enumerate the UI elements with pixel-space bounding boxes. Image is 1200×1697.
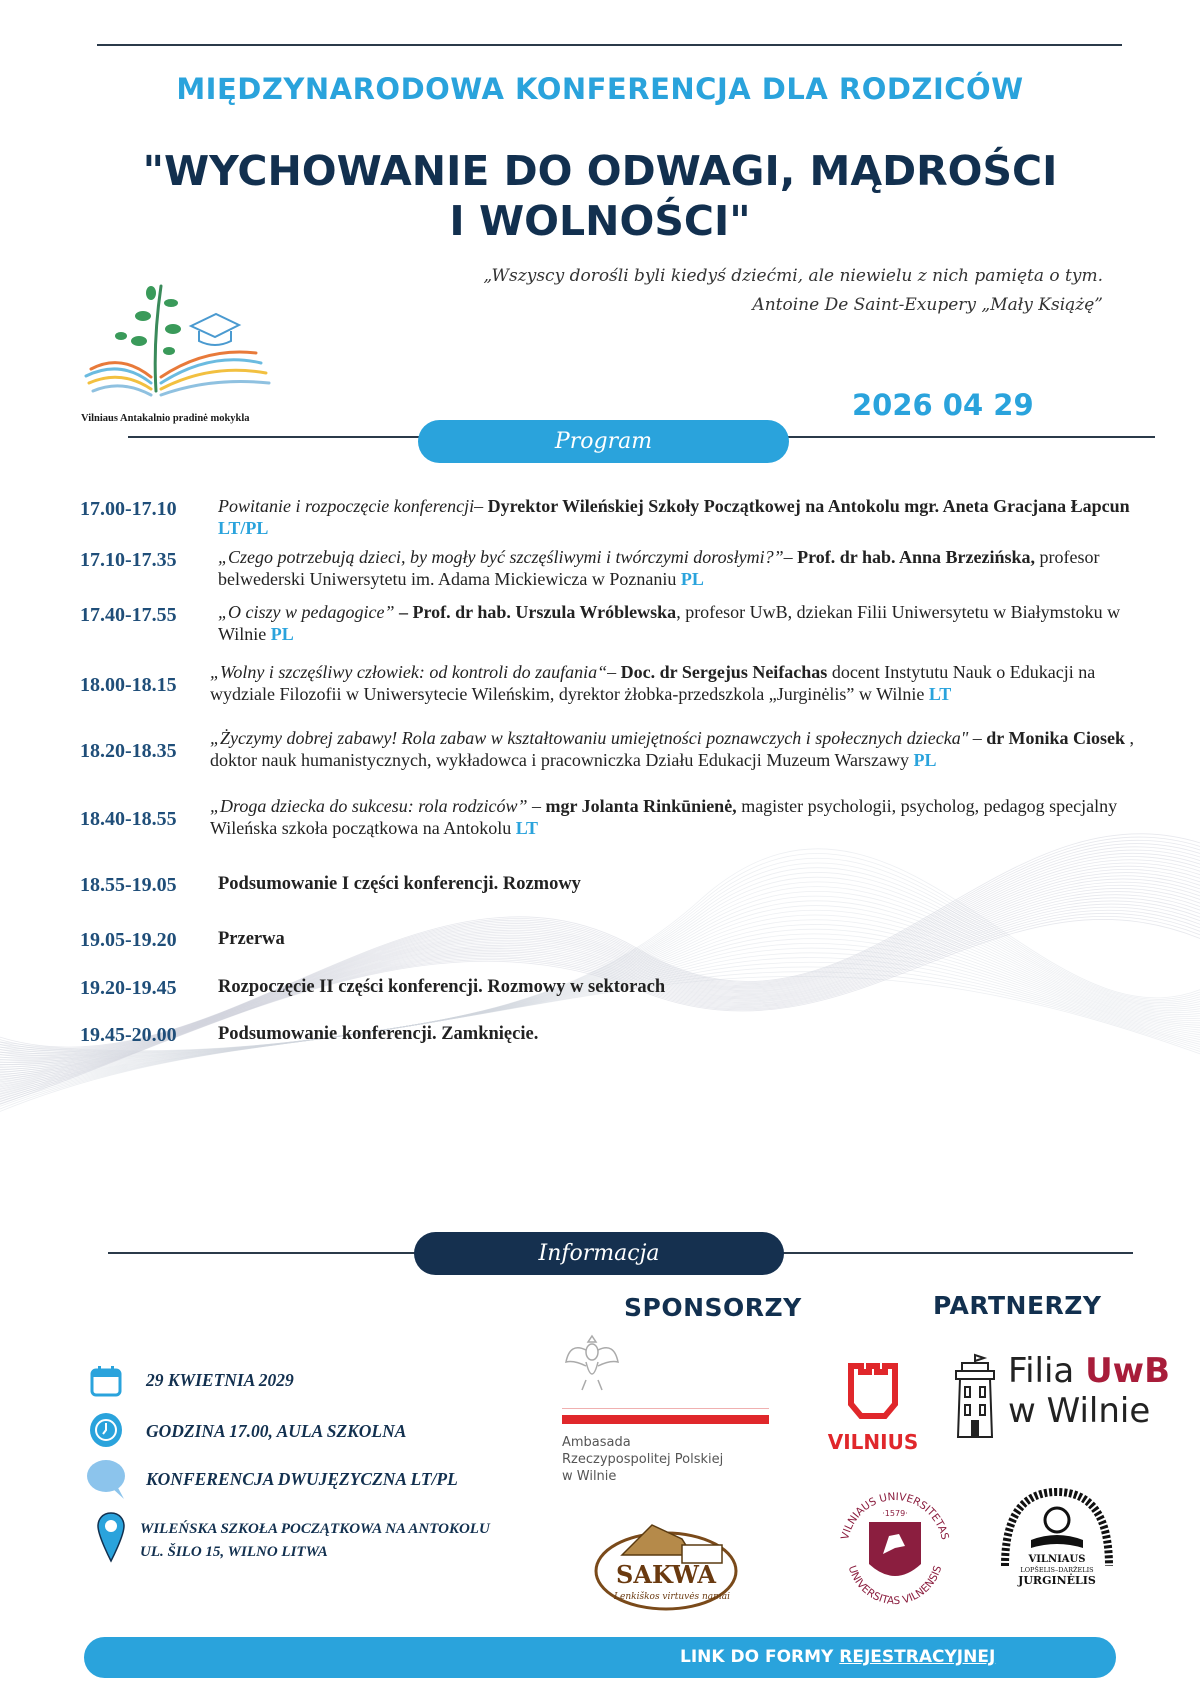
event-date: 2026 04 29	[852, 388, 1034, 422]
description-segment: Powitanie i rozpoczęcie konferencji–	[218, 496, 488, 516]
link-text[interactable]: REJESTRACYJNEJ	[839, 1647, 996, 1667]
filia-line-2: w Wilnie	[1008, 1391, 1151, 1431]
link-prefix: LINK DO FORMY	[680, 1647, 840, 1667]
program-description	[210, 796, 1160, 839]
program-description: Podsumowanie konferencji. Zamknięcie.	[218, 1024, 539, 1044]
partners-heading: PARTNERZY	[933, 1291, 1102, 1320]
program-time: 18.40-18.55	[80, 808, 177, 830]
description-segment: „O ciszy w pedagogice”	[218, 602, 395, 622]
sakwa-logo	[592, 1519, 740, 1611]
jurginelis-emblem	[995, 1486, 1119, 1596]
description-segment: „Czego potrzebują dzieci, by mogły być szczęśliwymi i twórczymi dorosłymi?”–	[218, 547, 798, 567]
sakwa-subtext: Lenkiškos virtuvės namai	[614, 1592, 730, 1602]
tower-icon	[946, 1353, 1004, 1439]
description-segment: Doc. dr Sergejus Neifachas	[620, 662, 828, 682]
embassy-line: Rzeczypospolitej Polskiej	[562, 1452, 724, 1467]
vu-bottom-text: UNIVERSITAS VILNENSIS	[845, 1564, 945, 1608]
program-description: Rozpoczęcie II części konferencji. Rozmowy w sektorach	[218, 977, 666, 997]
info-address-line2: UL. ŠILO 15, WILNO LITWA	[140, 1544, 328, 1560]
polish-eagle-icon	[562, 1332, 622, 1394]
program-description: Podsumowanie I części konferencji. Rozmowy	[218, 874, 581, 894]
vilnius-logo	[813, 1360, 933, 1456]
language-tag: LT	[515, 817, 539, 838]
filia-text: Filia	[1008, 1351, 1086, 1391]
language-tag: PL	[680, 568, 704, 589]
vilnius-logo-text: VILNIUS	[827, 1430, 919, 1454]
program-time: 17.00-17.10	[80, 498, 177, 520]
program-time: 19.45-20.00	[80, 1024, 177, 1046]
registration-link[interactable]	[680, 1647, 995, 1667]
description-segment: Dyrektor Wileńskiej Szkoły Początkowej na Antokolu mgr. Aneta Gracjana Łapcun	[487, 496, 1130, 516]
program-description	[218, 602, 1160, 645]
vilnius-university-logo	[833, 1484, 957, 1612]
info-date: 29 KWIETNIA 2029	[146, 1370, 294, 1390]
uwb-text: UwB	[1085, 1351, 1171, 1391]
program-item	[80, 927, 1160, 952]
program-description	[210, 662, 1160, 705]
vilnius-tower-icon	[843, 1360, 903, 1422]
school-logo	[81, 281, 281, 423]
embassy-line: w Wilnie	[562, 1469, 617, 1484]
tree-book-icon	[81, 281, 281, 409]
flag-stripe	[562, 1415, 769, 1424]
program-item	[80, 1022, 1160, 1047]
description-segment: magister psychologii, psycholog, pedagog specjalny Wileńska szkoła początkowa na Antokolu	[210, 796, 1118, 838]
description-segment: „Wolny i szczęśliwy człowiek: od kontroli do zaufania“–	[210, 662, 621, 682]
calendar-icon	[89, 1364, 123, 1398]
program-header: Program	[418, 420, 789, 463]
program-item	[80, 975, 1160, 1000]
sakwa-text: SAKWA	[616, 1560, 716, 1589]
description-segment: dr Monika Ciosek	[986, 728, 1125, 748]
jurginelis-logo	[995, 1486, 1119, 1596]
language-tag: LT	[928, 683, 952, 704]
program-item	[80, 796, 1160, 839]
language-tag: PL	[270, 623, 294, 644]
program-time: 19.05-19.20	[80, 929, 177, 951]
jurginelis-text-3: JURGINĖLIS	[1018, 1574, 1096, 1587]
program-description: Przerwa	[218, 929, 285, 949]
program-time: 18.00-18.15	[80, 674, 177, 696]
top-divider	[97, 44, 1122, 46]
info-address-line1: WILEŃSKA SZKOŁA POCZĄTKOWA NA ANTOKOLU	[140, 1521, 490, 1537]
clock-icon	[89, 1412, 123, 1448]
location-pin-icon	[96, 1511, 126, 1563]
description-segment: docent Instytutu Nauk o Edukacji na wydziale Filozofii w Uniwersytecie Wileńskim, dyrektor żłobka-przedszkola „Jurginėlis” w Wilnie	[210, 662, 1096, 704]
vu-year: ·1579·	[882, 1509, 908, 1518]
conference-title	[0, 146, 1200, 246]
program-time: 18.20-18.35	[80, 740, 177, 762]
quote: „Wszyscy dorośli byli kiedyś dziećmi, ale niewielu z nich pamięta o tym.	[483, 266, 1103, 286]
program-item	[80, 547, 1160, 590]
program-time: 19.20-19.45	[80, 977, 177, 999]
jurginelis-text-2: LOPŠELIS–DARŽELIS	[1020, 1566, 1094, 1574]
school-logo-text: Vilniaus Antakalnio pradinė mokykla	[81, 413, 250, 424]
sponsors-heading: SPONSORZY	[624, 1293, 802, 1322]
sakwa-emblem	[592, 1519, 740, 1611]
title-line-1: "WYCHOWANIE DO ODWAGI, MĄDROŚCI	[142, 147, 1058, 195]
description-segment: „Życzymy dobrej zabawy! Rola zabaw w kształtowaniu umiejętności poznawczych i społecznych dziecka" –	[210, 728, 987, 748]
program-item	[80, 728, 1160, 771]
info-language: KONFERENCJA DWUJĘZYCZNA LT/PL	[146, 1469, 458, 1489]
filia-line-1	[1008, 1351, 1170, 1391]
program-item	[80, 872, 1160, 897]
program-item	[80, 602, 1160, 645]
jurginelis-text-1: VILNIAUS	[1028, 1554, 1086, 1565]
language-tag: LT/PL	[218, 517, 269, 538]
program-time: 17.40-17.55	[80, 604, 177, 626]
program-description	[218, 496, 1160, 539]
conference-subtitle: MIĘDZYNARODOWA KONFERENCJA DLA RODZICÓW	[176, 72, 1024, 106]
info-header: Informacja	[414, 1232, 784, 1275]
description-segment: – Prof. dr hab. Urszula Wróblewska	[394, 602, 677, 622]
description-segment: , profesor UwB, dziekan Filii Uniwersytetu w Białymstoku w Wilnie	[218, 602, 1121, 644]
description-segment: Prof. dr hab. Anna Brzezińska,	[797, 547, 1035, 567]
vu-seal	[833, 1484, 957, 1612]
program-description	[218, 547, 1160, 590]
description-segment: „Droga dziecka do sukcesu: rola rodziców” –	[210, 796, 546, 816]
program-time: 18.55-19.05	[80, 874, 177, 896]
program-item	[80, 662, 1160, 705]
embassy-logo	[562, 1332, 777, 1482]
filia-uwb-logo	[946, 1351, 1176, 1441]
language-tag: PL	[913, 749, 937, 770]
description-segment: profesor belwederski Uniwersytetu im. Adama Mickiewicza w Poznaniu	[218, 547, 1100, 589]
program-item	[80, 496, 1160, 539]
quote-author: Antoine De Saint-Exupery „Mały Książę”	[752, 295, 1103, 315]
title-line-2: I WOLNOŚCI"	[449, 197, 751, 245]
program-description	[210, 728, 1160, 771]
description-segment: , doktor nauk humanistycznych, wykładowca i pracowniczka Działu Edukacji Muzeum Warszawy	[210, 728, 1134, 770]
embassy-line: Ambasada	[562, 1435, 631, 1450]
program-time: 17.10-17.35	[80, 549, 177, 571]
description-segment: mgr Jolanta Rinkūnienė,	[545, 796, 737, 816]
vu-top-text: VILNIAUS UNIVERSITETAS	[839, 1490, 951, 1542]
info-time: GODZINA 17.00, AULA SZKOLNA	[146, 1421, 407, 1441]
speech-bubble-icon	[86, 1458, 128, 1500]
